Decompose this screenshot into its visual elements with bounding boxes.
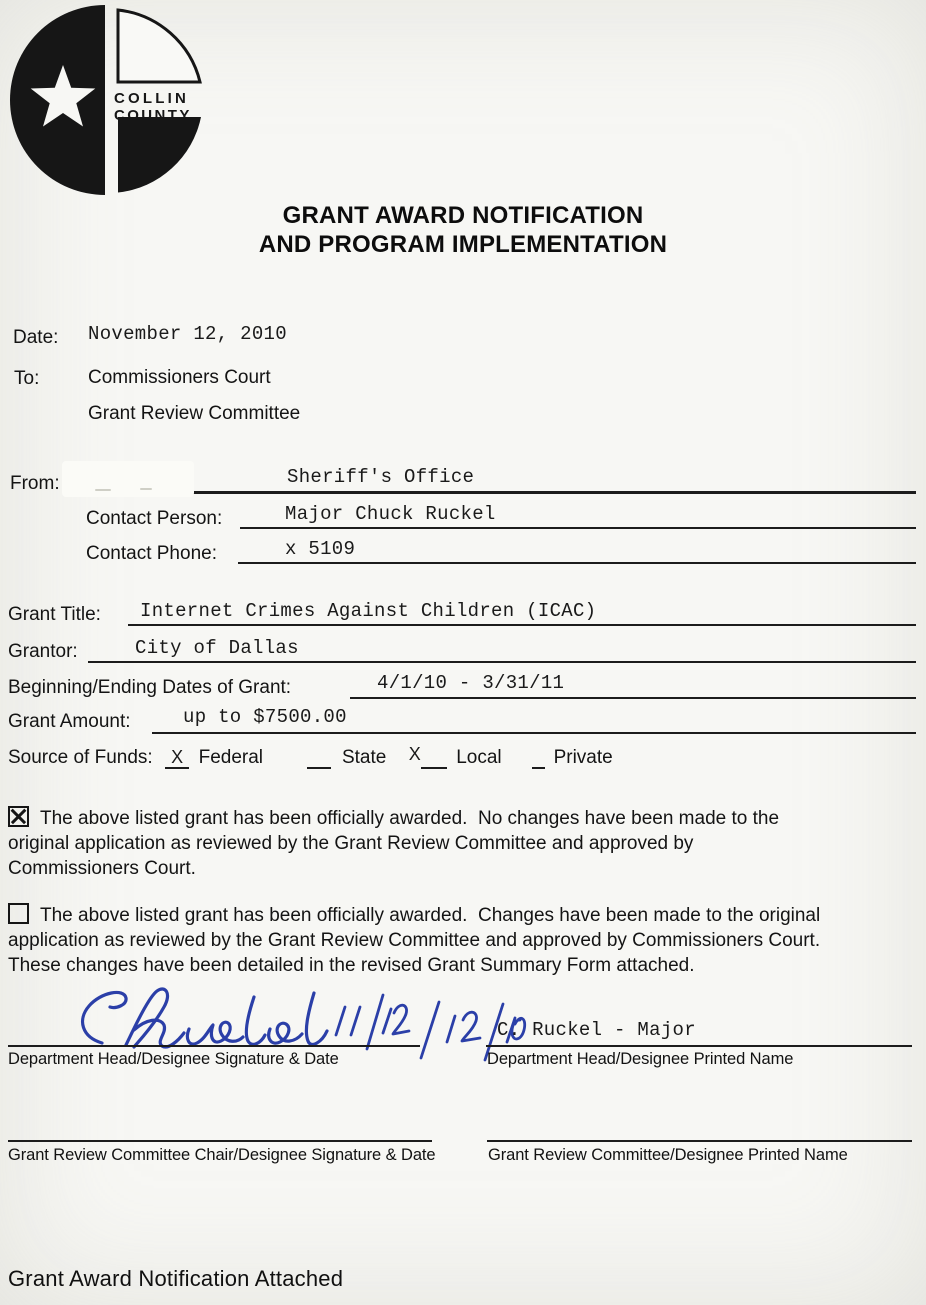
contact-person-underline [240, 527, 916, 529]
statement-with-changes [8, 903, 923, 978]
dept-signature-label: Department Head/Designee Signature & Date [8, 1050, 339, 1068]
federal-mark: X [171, 747, 184, 767]
source-option-private [532, 747, 613, 769]
source-option-local [408, 744, 502, 769]
form-title-line1: GRANT AWARD NOTIFICATION [282, 202, 644, 229]
local-blank [421, 747, 447, 769]
source-option-federal [165, 747, 263, 769]
grant-amount-value: up to $7500.00 [183, 706, 347, 728]
grant-dates-label: Beginning/Ending Dates of Grant: [8, 677, 292, 698]
dept-signature-line [8, 1045, 420, 1047]
seal-bottom-right-quadrant [118, 117, 201, 193]
contact-phone-label: Contact Phone: [86, 543, 217, 564]
contact-person-label: Contact Person: [86, 508, 223, 529]
committee-printed-name-label: Grant Review Committee/Designee Printed Name [488, 1146, 848, 1164]
grant-amount-underline [152, 732, 916, 734]
private-blank [532, 747, 545, 769]
to-recipient-2: Grant Review Committee [88, 403, 301, 424]
source-option-state [307, 747, 386, 769]
grantor-value: City of Dallas [135, 637, 299, 659]
date-value: November 12, 2010 [88, 323, 287, 345]
checkbox-checked-icon [8, 806, 29, 827]
committee-signature-line [8, 1140, 432, 1142]
grant-dates-underline [350, 697, 916, 699]
source-of-funds-label: Source of Funds: [8, 747, 153, 768]
grantor-label: Grantor: [8, 641, 78, 662]
state-label: State [341, 747, 387, 768]
seal-top-right-quadrant [118, 10, 200, 82]
grantor-underline [88, 661, 916, 663]
statement1-line3: Commissioners Court. [8, 858, 196, 879]
to-label: To: [14, 368, 40, 389]
footer-attachment-note: Grant Award Notification Attached [8, 1266, 344, 1291]
committee-printed-name-line [487, 1140, 912, 1142]
grant-dates-value: 4/1/10 - 3/31/11 [377, 672, 565, 694]
dept-printed-name-label: Department Head/Designee Printed Name [487, 1050, 794, 1068]
local-mark: X [408, 744, 421, 764]
collin-county-seal-logo [8, 4, 208, 196]
state-blank [307, 747, 331, 769]
grant-amount-label: Grant Amount: [8, 711, 131, 732]
seal-text-collin: COLLIN [114, 90, 190, 107]
to-recipient-1: Commissioners Court [88, 367, 271, 388]
whiteout-smudge [95, 489, 111, 491]
grant-title-label: Grant Title: [8, 604, 101, 625]
source-of-funds-row [8, 744, 613, 769]
date-label: Date: [13, 327, 59, 348]
local-label: Local [456, 747, 502, 768]
contact-phone-underline [238, 562, 916, 564]
form-title [0, 201, 926, 259]
contact-person-value: Major Chuck Ruckel [285, 503, 496, 525]
statement-no-changes [8, 806, 918, 881]
dept-printed-name-line [486, 1045, 912, 1047]
statement2-line3: These changes have been detailed in the revised Grant Summary Form attached. [8, 955, 695, 976]
contact-phone-value: x 5109 [285, 538, 356, 560]
statement2-line1: The above listed grant has been officially awarded. Changes have been made to the original [40, 905, 821, 926]
from-value: Sheriff's Office [287, 466, 475, 488]
statement1-line1: The above listed grant has been officially awarded. No changes have been made to the [40, 808, 780, 829]
from-underline [152, 491, 916, 494]
form-title-line2: AND PROGRAM IMPLEMENTATION [258, 231, 668, 258]
federal-blank [165, 747, 189, 769]
private-label: Private [553, 747, 613, 768]
from-label: From: [10, 473, 60, 494]
federal-label: Federal [198, 747, 264, 768]
whiteout-correction [62, 461, 194, 497]
dept-printed-name: C. Ruckel - Major [497, 1019, 696, 1041]
seal-text-county: COUNTY [114, 107, 192, 124]
statement2-line2: application as reviewed by the Grant Review Committee and approved by Commissioners Court. [8, 930, 821, 951]
grant-title-underline [128, 624, 916, 626]
whiteout-smudge [140, 488, 152, 490]
checkbox-unchecked-icon [8, 903, 29, 924]
committee-signature-label: Grant Review Committee Chair/Designee Signature & Date [8, 1146, 436, 1164]
grant-title-value: Internet Crimes Against Children (ICAC) [140, 600, 597, 622]
statement1-line2: original application as reviewed by the Grant Review Committee and approved by [8, 833, 694, 854]
